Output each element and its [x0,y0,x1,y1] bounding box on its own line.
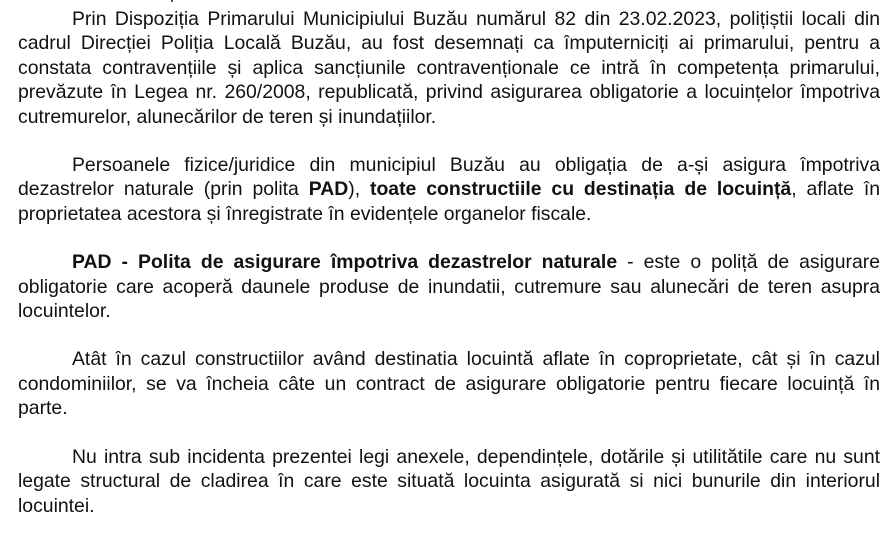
paragraph-text: Nu intra sub incidenta prezentei legi anexele, dependințele, dotările și utilitătile care nu sunt legate structural de cladirea în care este situată locuinta asigurată si nici bunurile din interiorul locuintei. [18,445,880,517]
paragraph-text: , aflate în proprietatea acestora și înregistrate în evidențele organelor fiscale. [18,178,880,225]
paragraph-pad-definitie [18,250,880,323]
paragraph-text: - este o poliță de asigurare obligatorie care acoperă daunele produse de inundatii, cutremure sau alunecări de teren asupra locuintelor. [18,251,880,323]
document-body [18,7,880,542]
pad-definition-title: PAD - Polita de asigurare împotriva dezastrelor naturale [72,251,618,274]
paragraph-dispozitie [18,7,880,129]
paragraph-text: Prin Dispoziția Primarului Municipiului Buzău numărul 82 din 23.02.2023, polițiștii locali din cadrul Direcției Poliția Locală Buzău, au fost desemnați ca împuterniciți ai primarului, pentru a constata contravențiile și aplica sancțiunile contravenționale ce intră în competența primarului, prevăzute în Legea nr. 260/2008, republicată, privind asigurarea obligatorie a locuințelor împotriva cutremurelor, alunecărilor de teren și inundațiilor. [18,8,880,128]
paragraph-text: Persoanele fizice/juridice din municipiul Buzău au obligația de a-și asigura împotriva dezastrelor naturale (prin polita [18,154,880,201]
emphasis-constructii: toate constructiile cu destinația de locuință [370,178,792,201]
paragraph-text: Atât în cazul constructiilor având destinatia locuintă aflate în coproprietate, cât și în cazul condominiilor, se va încheia câte un contract de asigurare obligatorie pentru fiecare locuință în parte. [18,348,880,420]
paragraph-obligatie [18,153,880,226]
pad-acronym: PAD [308,178,349,201]
paragraph-coproprietate [18,347,880,420]
scan-speck [171,0,173,2]
paragraph-exceptii [18,445,880,518]
paragraph-text: ), [348,178,370,201]
